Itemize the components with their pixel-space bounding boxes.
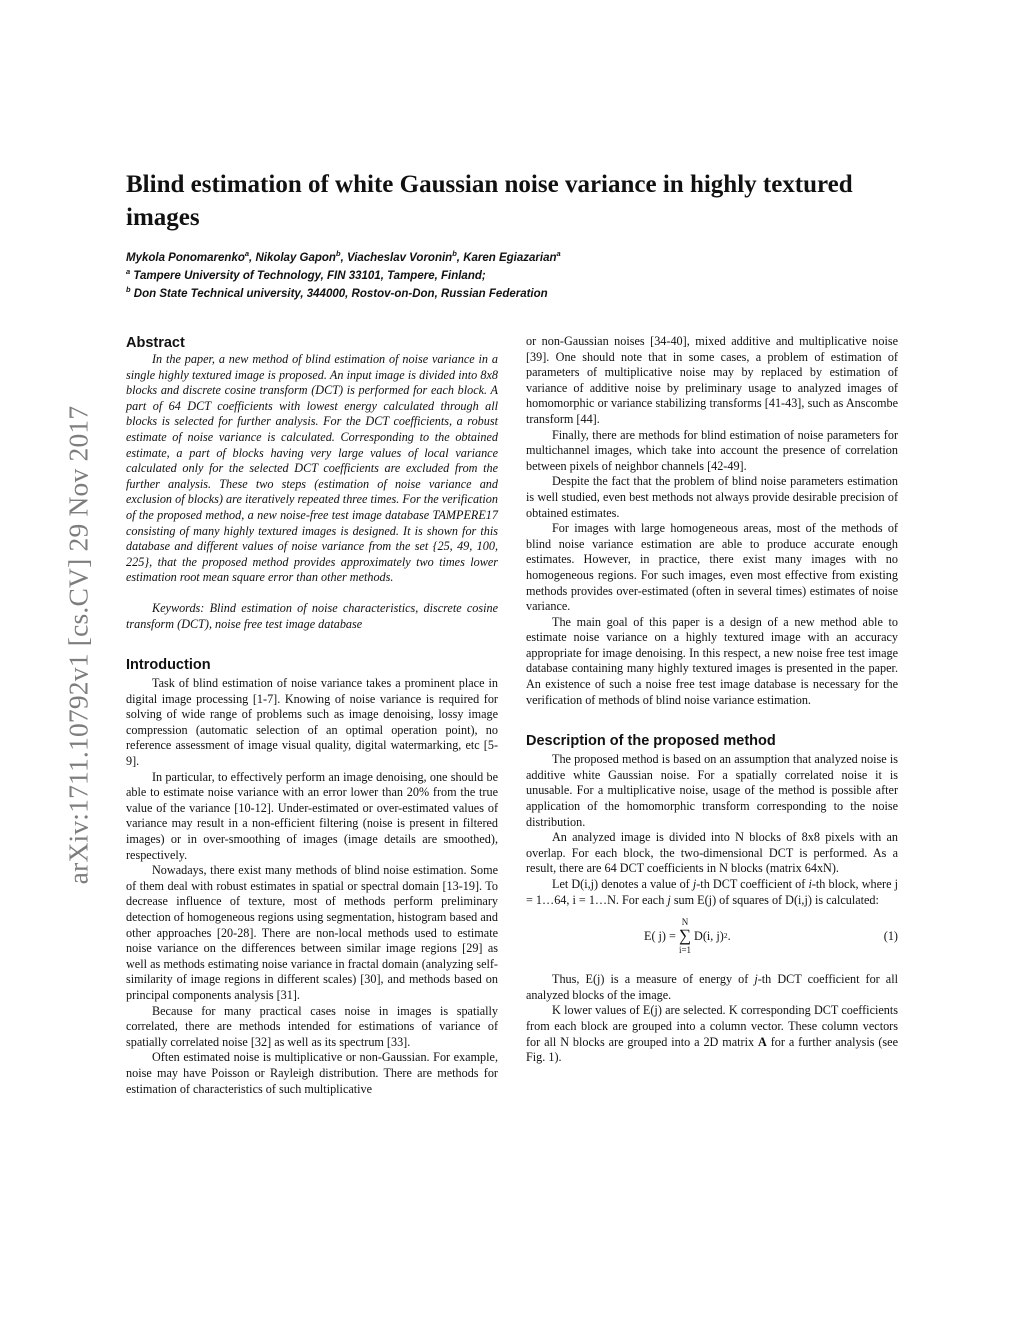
- equation-rhs: D(i, j): [694, 928, 724, 943]
- paragraph: [526, 972, 898, 1003]
- math-var: i: [808, 877, 812, 891]
- matrix-symbol: A: [757, 1034, 767, 1049]
- right-column: [526, 334, 898, 1066]
- paragraph: Task of blind estimation of noise variance takes a prominent place in digital image processing [1-7]. Knowing of noise variance is required for solving of wide range of problems such as image denoising, lossy image compression (automatic selection of an optimal operation point), no reference assessment of image visual quality, digital watermarking, etc [5-9].: [126, 676, 498, 769]
- affiliation-mark: a: [556, 249, 561, 259]
- affiliation-mark: b: [335, 249, 341, 259]
- abstract-heading: Abstract: [126, 335, 185, 351]
- affiliation-mark: b: [126, 285, 131, 295]
- affiliation: [126, 287, 548, 301]
- paragraph: For images with large homogeneous areas, most of the methods of blind noise variance estimation are able to produce accurate enough estimates. However, in practice, there exist many images with no homogeneous regions. For such images, even most effective from existing methods provides over-estimated (often in several times) estimates of noise variance.: [526, 521, 898, 614]
- paragraph: In particular, to effectively perform an image denoising, one should be able to estimate noise variance with an error lower than 20% from the true value of the variance [10-12]. Under-estimated or over-estimated values of variance may result in a non-efficient filtering (noise is present in filtered images) or in over-smoothing of images (image details are smoothed), respectively.: [126, 769, 498, 862]
- paragraph: Finally, there are methods for blind estimation of noise parameters for multichannel images, which take into account the presence of correlation between pixels of neighbor channels [42-49].: [526, 427, 898, 473]
- summation-icon: [679, 917, 691, 955]
- math-var: j: [692, 877, 697, 891]
- affiliation-mark: a: [244, 249, 250, 259]
- text-run: -th DCT coefficient for all analyzed blocks of the image.: [526, 972, 898, 1002]
- text-run: for a further analysis (see Fig. 1).: [526, 1034, 898, 1065]
- affiliation-text: Tampere University of Technology, FIN 33101, Tampere, Finland;: [133, 270, 486, 282]
- equation-number: (1): [883, 928, 898, 943]
- text-run: -th block, where: [811, 877, 895, 891]
- author-list: Mykola Ponomarenko$^a$, Nikolay Gapon$^b$, Viacheslav Voronin$^b$, Karen Egiazarian$^a$: [126, 249, 561, 264]
- sigma-symbol: ∑: [678, 926, 692, 946]
- arxiv-identifier: arXiv:1711.10792v1 [cs.CV] 29 Nov 2017: [62, 405, 93, 885]
- keywords: Keywords: Blind estimation of noise characteristics, discrete cosine transform (DCT), noise free test image database: [126, 600, 498, 631]
- equation-body: E( j) = N ∑ i=1 D(i, j) 2 .: [644, 917, 731, 956]
- arxiv-stamp: [48, 345, 108, 945]
- text-run: K lower values of E(j) are selected. K corresponding DCT coefficients from each block are grouped into a column vector. These column vectors for all N blocks are grouped into a 2D matrix: [526, 1003, 898, 1049]
- paragraph: or non-Gaussian noises [34-40], mixed additive and multiplicative noise [39]. One should note that in some cases, a problem of estimation of parameters of multiplicative noise may by replaced by estimation of variance of additive noise by preliminary usage to analyzed images of homomorphic or variance stabilizing transforms [41-43], such as Anscombe transform [44].: [526, 334, 898, 426]
- introduction-heading: Introduction: [126, 657, 211, 674]
- equation-1: [526, 910, 898, 962]
- paragraph: The proposed method is based on an assumption that analyzed noise is additive white Gaussian noise. For a spatially correlated noise it is unusable. For a multiplicative noise, usage of the method is possible after application of the homomorphic transform corresponding to the noise distribution.: [526, 752, 898, 829]
- math-range: i = 1…N: [572, 892, 616, 907]
- math-var: j: [754, 972, 758, 987]
- math-var: j: [667, 892, 671, 907]
- paragraph: Often estimated noise is multiplicative or non-Gaussian. For example, noise may have Poisson or Rayleigh distribution. There are methods for estimation of characteristics of such multiplicative: [126, 1050, 498, 1096]
- text-run: Thus, E(j) is a measure of energy of: [552, 972, 755, 987]
- sum-upper-limit: N: [681, 917, 689, 928]
- affiliation: [126, 269, 486, 283]
- author-name: Viacheslav Voronin: [346, 252, 453, 264]
- paragraph: Because for many practical cases noise in images is spatially correlated, there are methods intended for estimations of variance of spatially correlated noise [32] as well as its spectrum [33].: [126, 1003, 498, 1049]
- text-run: Let D(i,j) denotes a value of: [552, 877, 693, 891]
- affiliation-mark: b: [452, 249, 457, 259]
- paragraph: Despite the fact that the problem of blind noise parameters estimation is well studied, even best methods not always provide desirable precision of obtained estimates.: [526, 474, 898, 520]
- text-run: . For each: [615, 892, 668, 907]
- affiliation-text: Don State Technical university, 344000, Rostov-on-Don, Russian Federation: [133, 288, 548, 300]
- paragraph: Nowadays, there exist many methods of blind noise estimation. Some of them deal with robust estimates in spatial or spectral domain [13-19]. To decrease influence of texture, most of methods perform preliminary detection of homogeneous regions using segmentation, histogram based and other approaches [20-28]. There are non-local methods used to estimate noise variance on the differences between similar image regions [29] as well as methods estimating noise variance in fractal domain (analyzing self-similarity of image regions in different scales) [30], and methods based on principal components analysis [31].: [126, 863, 498, 1002]
- paragraph: The main goal of this paper is a design of a new method able to estimate noise variance on a highly textured image with an accuracy appropriate for image denoising. In this respect, a new noise free test image database containing many highly textured images is presented in the paper. An existence of such a noise free test image database is necessary for the verification of methods of blind noise variance estimation.: [526, 614, 898, 707]
- text-run: sum E(j) of squares of D(i,j) is calculated:: [670, 892, 879, 907]
- paper-title: Blind estimation of white Gaussian noise variance in highly textured images: [126, 171, 853, 231]
- abstract-text: In the paper, a new method of blind estimation of noise variance in a single highly textured image is proposed. An input image is divided into 8x8 blocks and discrete cosine transform (DCT) is performed for each block. A part of 64 DCT coefficients with lowest energy calculated through all blocks is selected for further analysis. For the DCT coefficients, a robust estimate of noise variance is calculated. Corresponding to the obtained estimate, a part of blocks having very large values of local variance calculated only for the selected DCT coefficients are excluded from the further analysis. These two steps (estimation of noise variance and exclusion of blocks) are iteratively repeated three times. For the verification of the proposed method, a new noise-free test image database TAMPERE17 consisting of many highly textured images is designed. It is shown for this database and different values of noise variance from the set {25, 49, 100, 225}, that the proposed method provides approximately two times lower estimation root mean square error than other methods.: [126, 352, 498, 585]
- affiliation-mark: a: [126, 267, 131, 277]
- author-name: Mykola Ponomarenko: [126, 252, 245, 264]
- sum-lower-limit: i=1: [678, 945, 692, 956]
- author-name: Karen Egiazarian: [463, 252, 557, 264]
- author-name: Nikolay Gapon: [255, 252, 336, 264]
- paragraph: [526, 1003, 898, 1065]
- equation-end: .: [727, 928, 731, 943]
- text-run: -th DCT coefficient of: [696, 877, 809, 891]
- method-heading: Description of the proposed method: [526, 733, 776, 750]
- paragraph: [526, 877, 898, 908]
- left-column: [126, 334, 498, 1097]
- paragraph: An analyzed image is divided into N blocks of 8x8 pixels with an overlap. For each block, the two-dimensional DCT is performed. As a result, there are 64 DCT coefficients in N blocks (matrix 64xN).: [526, 830, 898, 876]
- equation-lhs: E( j) =: [644, 928, 676, 943]
- math-range: j = 1…64,: [526, 877, 898, 907]
